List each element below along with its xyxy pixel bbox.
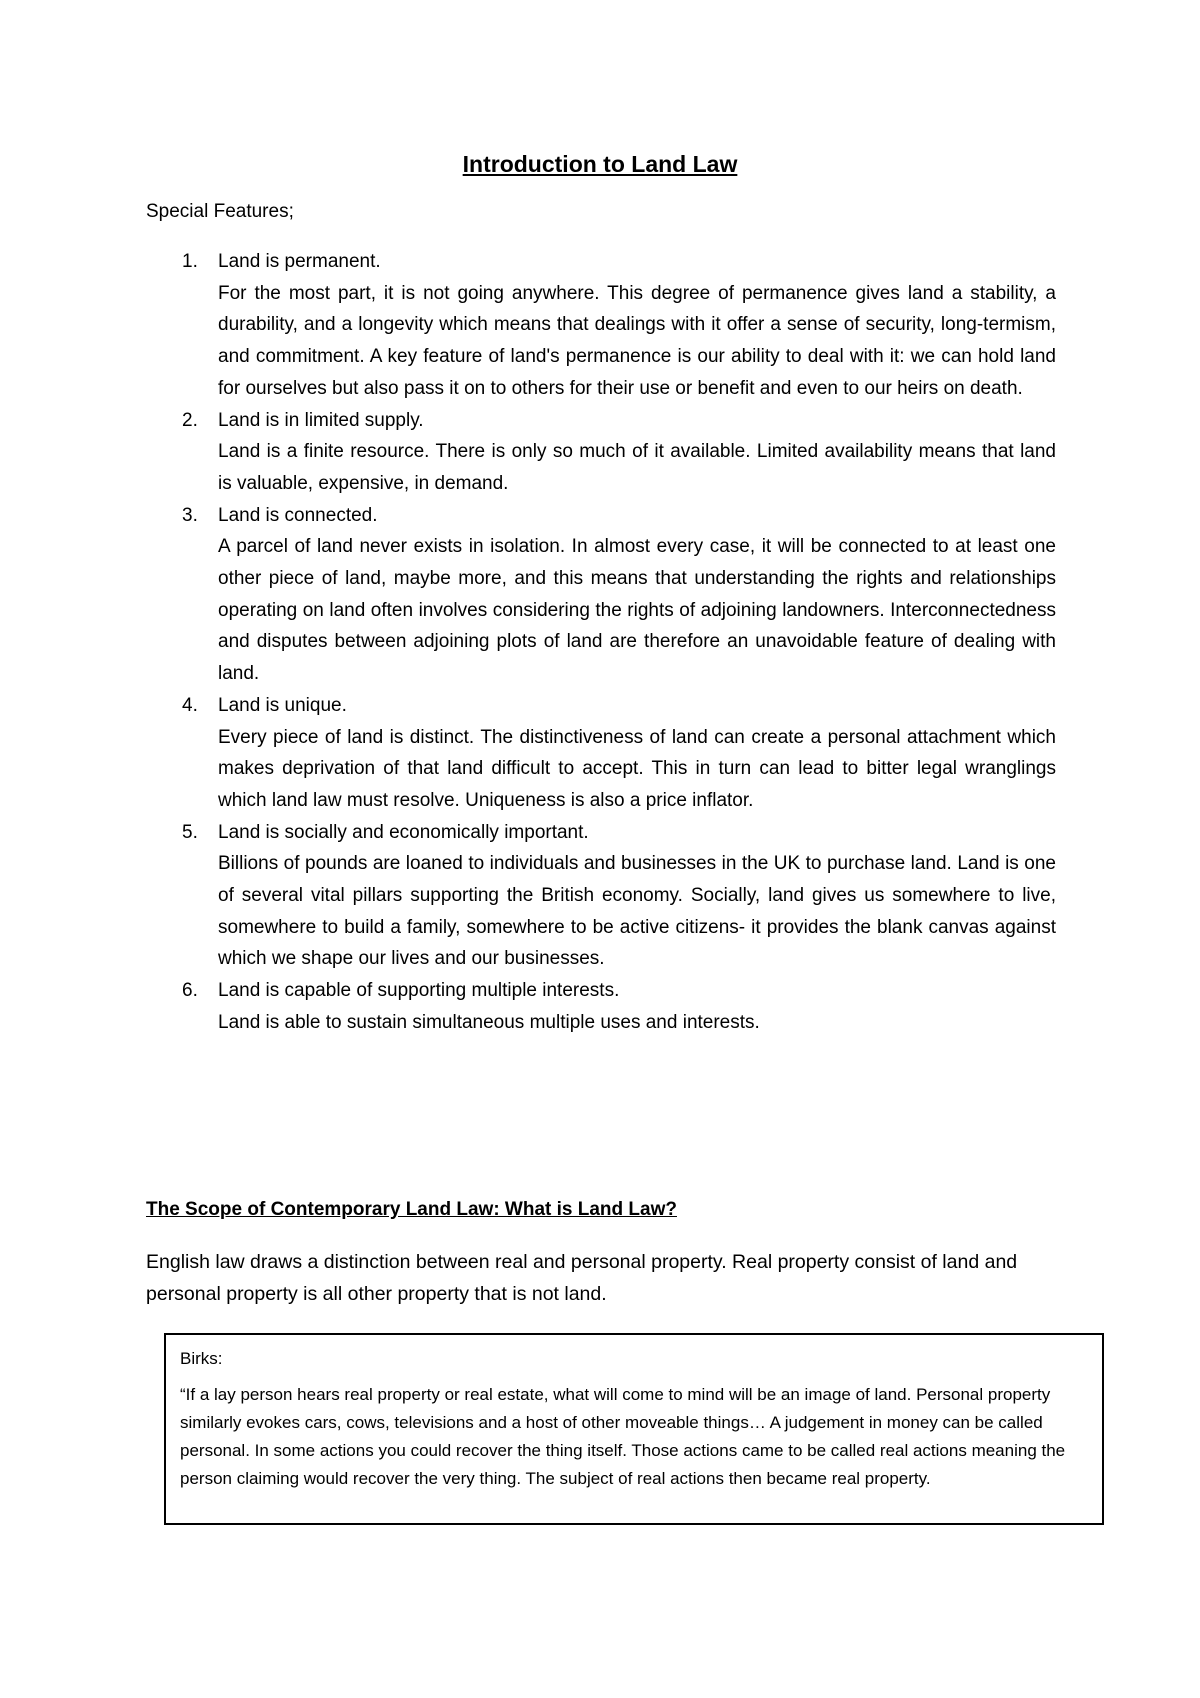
document-title: Introduction to Land Law [462,151,738,177]
list-item-body: Billions of pounds are loaned to individuals and businesses in the UK to purchase land. Land is one of several vital pillars supporting the British economy. Socially, land gives us somewhere to live, somewhere to build a family, somewhere to be active citizens- it provides the blank canvas against which we shape our lives and our businesses. [218,853,1056,970]
list-item-title: Land is unique. [218,694,347,716]
special-features-label: Special Features; [146,201,294,222]
list-item-number: 5. [182,821,198,843]
list-item-title: Land is connected. [218,504,378,526]
section-heading: The Scope of Contemporary Land Law: What is Land Law? [146,1199,677,1220]
list-item-number: 4. [182,694,198,716]
list-item [146,246,1056,405]
list-item-number: 6. [182,980,198,1002]
list-item [146,817,1056,976]
list-item-body: A parcel of land never exists in isolation. In almost every case, it will be connected to at least one other piece of land, maybe more, and this means that understanding the rights and relationships operating on land often involves considering the rights of adjoining landowners. Interconnectedness and disputes between adjoining plots of land are therefore an unavoidable feature of dealing with land. [218,536,1056,685]
quote-label: Birks: [180,1349,223,1368]
list-item-number: 2. [182,409,198,431]
list-item-title: Land is socially and economically important. [218,821,589,843]
quote-box [164,1333,1104,1525]
section-paragraph: English law draws a distinction between real and personal property. Real property consist of land and personal property is all other property that is not land. [146,1251,1018,1305]
features-list [146,246,1056,1039]
list-item-number: 1. [182,251,198,272]
list-item-body: For the most part, it is not going anywhere. This degree of permanence gives land a stability, a durability, and a longevity which means that dealings with it offer a sense of security, long-termism, and commitment. A key feature of land's permanence is our ability to deal with it: we can hold land for ourselves but also pass it on to others for their use or benefit and even to our heirs on death. [218,282,1056,399]
list-item [146,975,1056,1038]
list-item-body: Land is able to sustain simultaneous multiple uses and interests. [218,1011,760,1033]
list-item-body: Every piece of land is distinct. The distinctiveness of land can create a personal attachment which makes deprivation of that land difficult to accept. This in turn can lead to bitter legal wranglings which land law must resolve. Uniqueness is also a price inflator. [218,726,1056,811]
list-item-number: 3. [182,504,198,526]
list-item [146,690,1056,817]
quote-text: “If a lay person hears real property or real estate, what will come to mind will be an image of land. Personal property similarly evokes cars, cows, televisions and a host of other moveable things… A judgement in money can be called personal. In some actions you could recover the thing itself. Those actions came to be called real actions meaning the person claiming would recover the very thing. The subject of real actions then became real property. [180,1385,1066,1488]
list-item [146,405,1056,500]
list-item-title: Land is capable of supporting multiple interests. [218,980,620,1002]
list-item-body: Land is a finite resource. There is only so much of it available. Limited availability means that land is valuable, expensive, in demand. [218,441,1056,494]
list-item [146,500,1056,690]
list-item-title: Land is permanent. [218,251,381,272]
list-item-title: Land is in limited supply. [218,409,424,431]
